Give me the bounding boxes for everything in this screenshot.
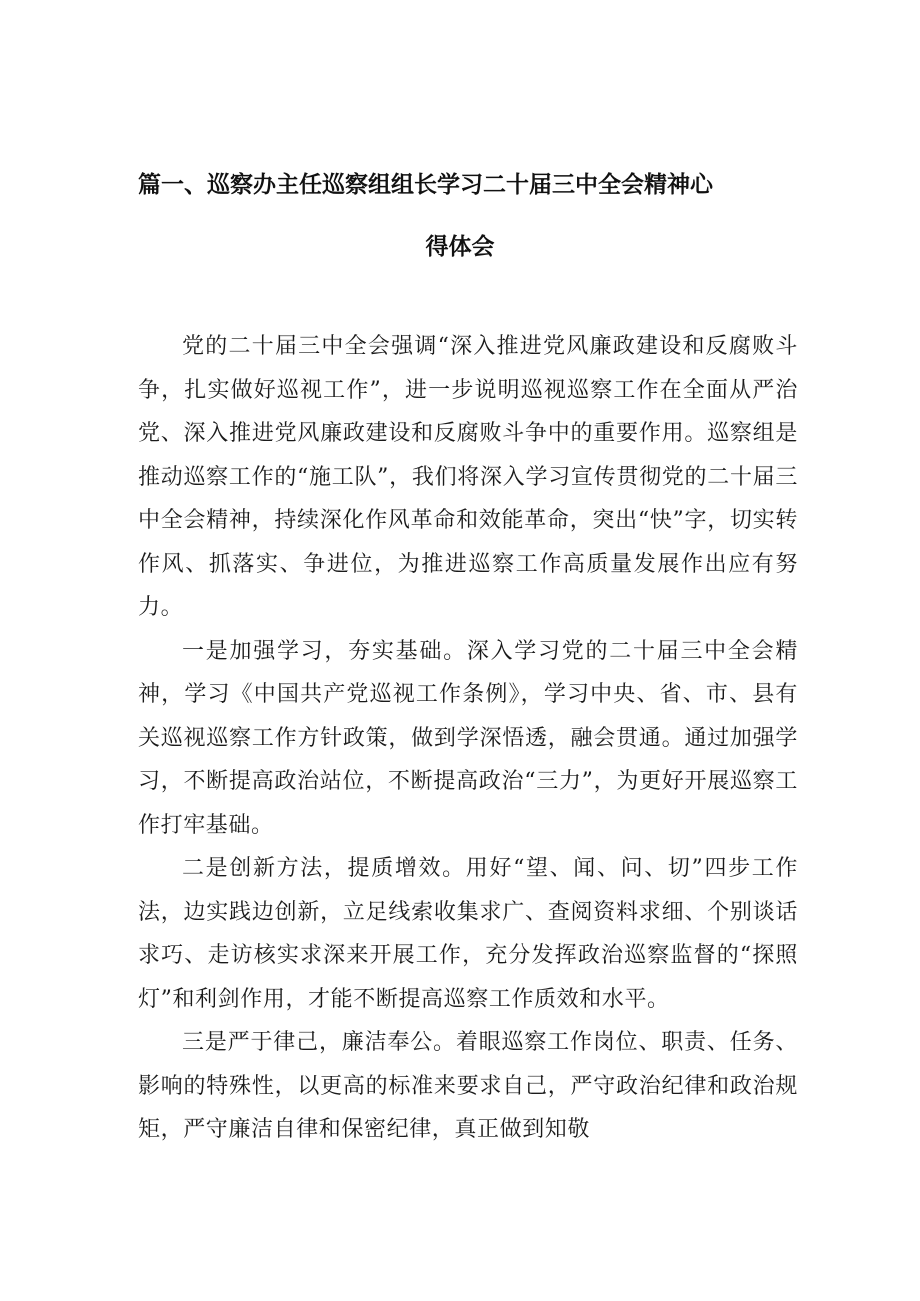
document-body: [138, 325, 798, 1152]
paragraph-intro: 党的二十届三中全会强调“深入推进党风廉政建设和反腐败斗争，扎实做好巡视工作”，进一步说明巡视巡察工作在全面从严治党、深入推进党风廉政建设和反腐败斗争中的重要作用。巡察组是推动巡察工作的“施工队”，我们将深入学习宣传贯彻党的二十届三中全会精神，持续深化作风革命和效能革命，突出“快”字，切实转作风、抓落实、争进位，为推进巡察工作高质量发展作出应有努力。: [138, 334, 798, 620]
paragraph-point-2: 二是创新方法，提质增效。用好“望、闻、问、切”四步工作法，边实践边创新，立足线索收集求广、查阅资料求细、个别谈话求巧、走访核实求深来开展工作，充分发挥政治巡察监督的“探照灯”和利剑作用，才能不断提高巡察工作质效和水平。: [138, 856, 798, 1012]
document-title-line-2: 得体会: [425, 234, 495, 260]
paragraph-point-3: 三是严于律己，廉洁奉公。着眼巡察工作岗位、职责、任务、影响的特殊性，以更高的标准来要求自己，严守政治纪律和政治规矩，严守廉洁自律和保密纪律，真正做到知敬: [138, 1030, 798, 1142]
paragraph-point-1: 一是加强学习，夯实基础。深入学习党的二十届三中全会精神，学习《中国共产党巡视工作条例》，学习中央、省、市、县有关巡视巡察工作方针政策，做到学深悟透，融会贯通。通过加强学习，不断提高政治站位，不断提高政治“三力”，为更好开展巡察工作打牢基础。: [138, 638, 798, 838]
document-title-line-1: 篇一、巡察办主任巡察组组长学习二十届三中全会精神心: [138, 172, 713, 198]
